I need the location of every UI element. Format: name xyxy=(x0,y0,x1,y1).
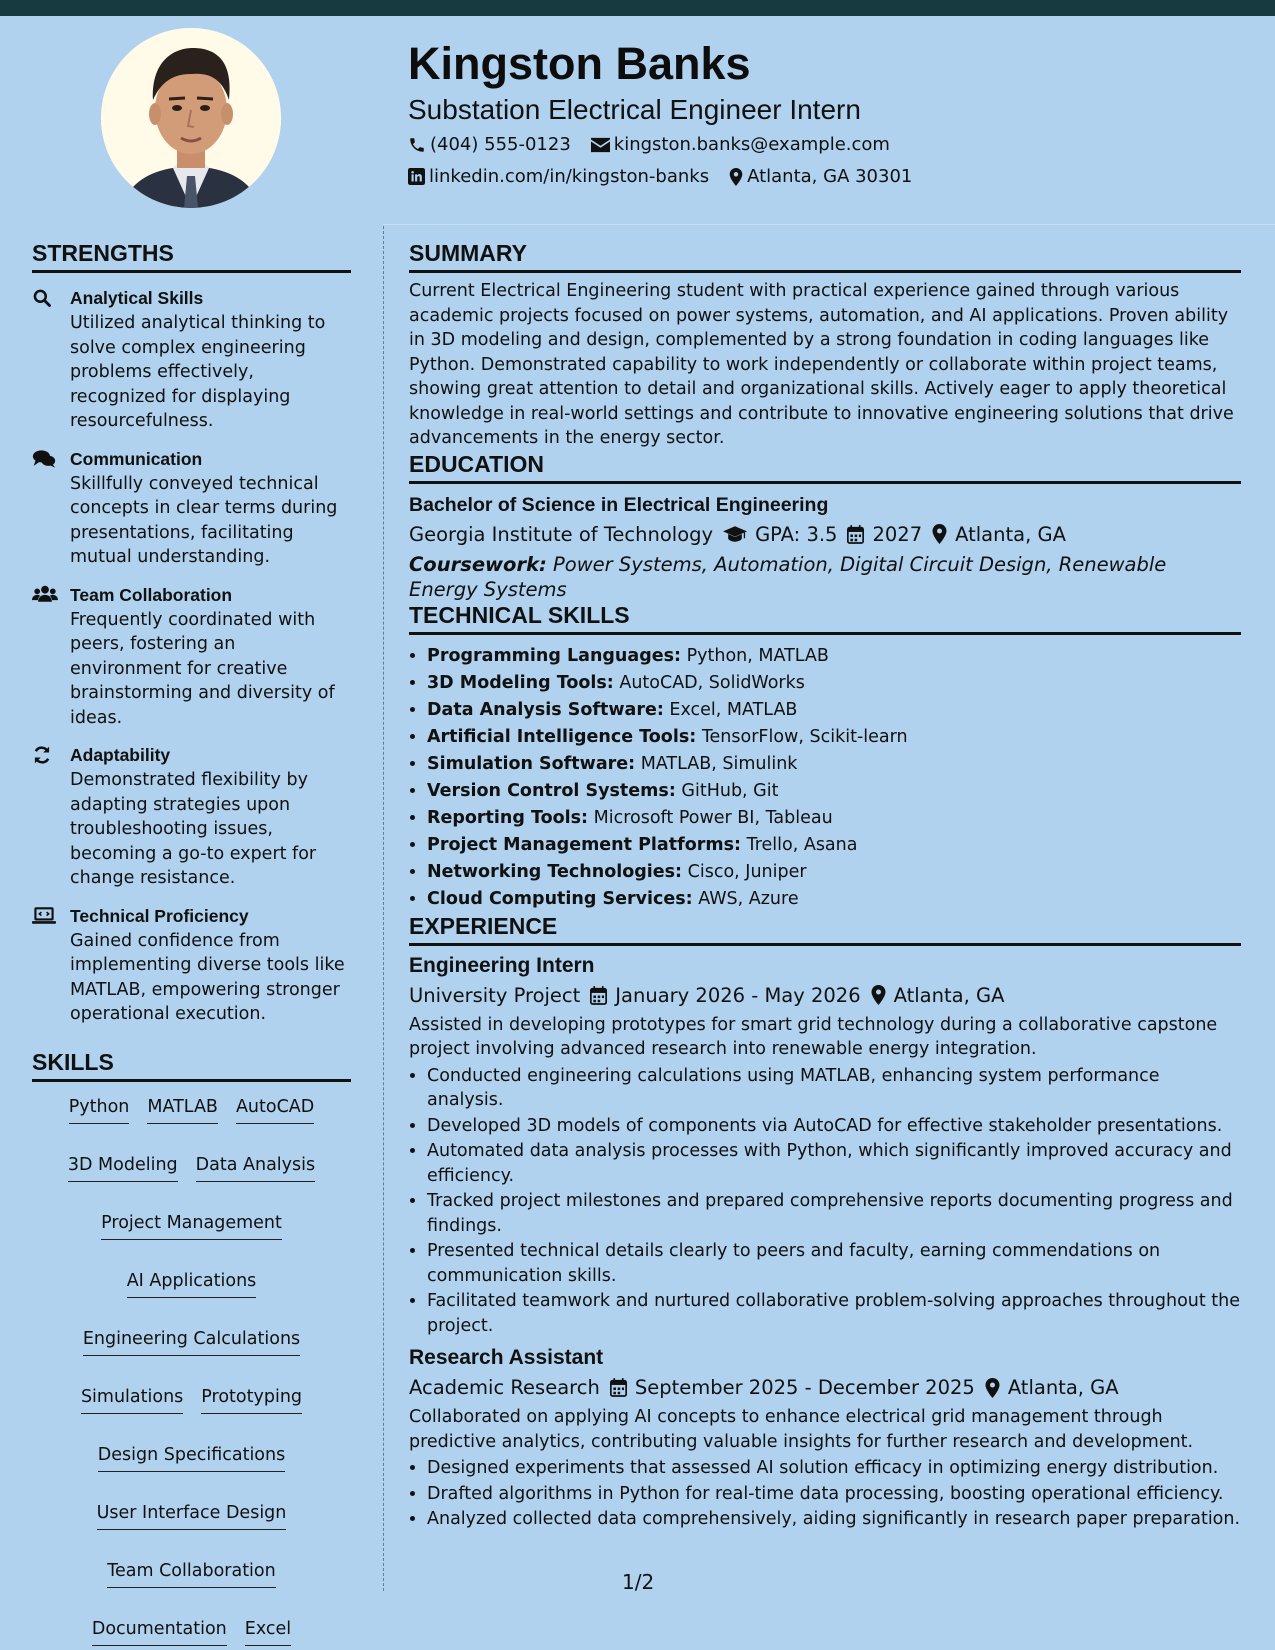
job-meta xyxy=(409,1376,1241,1399)
degree-title: Bachelor of Science in Electrical Engineering xyxy=(409,493,829,516)
job-role: Research Assistant xyxy=(409,1346,604,1369)
strength-description: Skillfully conveyed technical concepts in clear terms during presentations, facilitating mutual understanding. xyxy=(70,473,338,567)
location-contact xyxy=(729,166,912,187)
candidate-name: Kingston Banks xyxy=(408,38,751,89)
job-bullets xyxy=(409,1456,1241,1532)
job-summary: Collaborated on applying AI concepts to enhance electrical grid management through predictive analytics, contributing valuable insights for further research and development. xyxy=(409,1407,1194,1452)
list-item: • Tracked project milestones and prepared comprehensive reports documenting progress and findings. xyxy=(427,1189,1241,1238)
school-name: Georgia Institute of Technology xyxy=(409,522,714,546)
education-meta xyxy=(409,523,1241,546)
list-item: • Artificial Intelligence Tools: TensorFlow, Scikit-learn xyxy=(427,724,1241,751)
calendar-icon xyxy=(610,1378,627,1397)
list-item: • Project Management Platforms: Trello, Asana xyxy=(427,832,1241,859)
skills-heading: SKILLS xyxy=(32,1049,351,1082)
strengths-heading: STRENGTHS xyxy=(32,240,351,273)
map-marker-icon xyxy=(985,1378,1000,1398)
map-marker-icon xyxy=(871,985,886,1005)
list-item: • Cloud Computing Services: AWS, Azure xyxy=(427,886,1241,913)
strength-item xyxy=(32,743,351,891)
top-bar xyxy=(0,0,1275,16)
strength-item xyxy=(32,904,351,1027)
list-item: • Version Control Systems: GitHub, Git xyxy=(427,778,1241,805)
list-item: • Analyzed collected data comprehensively, aiding significantly in research paper preparation. xyxy=(427,1507,1241,1532)
skills-tag-cloud xyxy=(32,1094,351,1646)
email-contact[interactable] xyxy=(591,134,890,155)
strength-item xyxy=(32,447,351,570)
laptop-code-icon xyxy=(32,906,56,926)
skill-tag: Python xyxy=(69,1094,130,1124)
strength-description: Gained confidence from implementing diverse tools like MATLAB, empowering stronger operational execution. xyxy=(70,930,345,1024)
job-location: Atlanta, GA xyxy=(893,983,1005,1007)
list-item: • Programming Languages: Python, MATLAB xyxy=(427,643,1241,670)
strength-item xyxy=(32,286,351,434)
skill-tag: AI Applications xyxy=(127,1268,257,1298)
summary-heading: SUMMARY xyxy=(409,240,1241,273)
job-org: Academic Research xyxy=(409,1376,600,1399)
search-icon xyxy=(32,288,52,308)
job-bullets xyxy=(409,1064,1241,1339)
skill-tag: Prototyping xyxy=(201,1384,302,1414)
education-heading: EDUCATION xyxy=(409,451,1241,484)
map-marker-icon xyxy=(729,168,743,186)
list-item: • Simulation Software: MATLAB, Simulink xyxy=(427,751,1241,778)
skill-tag: Simulations xyxy=(81,1384,183,1414)
list-item: • Designed experiments that assessed AI solution efficacy in optimizing energy distribution. xyxy=(427,1456,1241,1481)
strength-title: Technical Proficiency xyxy=(70,905,249,926)
skill-tag: Engineering Calculations xyxy=(83,1326,300,1356)
skill-tag: Design Specifications xyxy=(98,1442,285,1472)
list-item: • Conducted engineering calculations using MATLAB, enhancing system performance analysis. xyxy=(427,1064,1241,1113)
contact-row-1 xyxy=(408,134,910,155)
email-text: kingston.banks@example.com xyxy=(613,134,890,155)
coursework-list: Power Systems, Automation, Digital Circuit Design, Renewable Energy Systems xyxy=(409,552,1167,601)
list-item: • Drafted algorithms in Python for real-time data processing, boosting operational efficiency. xyxy=(427,1482,1241,1507)
skill-tag: Documentation xyxy=(92,1616,227,1646)
candidate-title: Substation Electrical Engineer Intern xyxy=(408,94,861,125)
education-location: Atlanta, GA xyxy=(955,522,1066,546)
list-item: • 3D Modeling Tools: AutoCAD, SolidWorks xyxy=(427,670,1241,697)
list-item: • Automated data analysis processes with Python, which significantly improved accuracy and efficiency. xyxy=(427,1139,1241,1188)
strength-title: Communication xyxy=(70,448,203,469)
strength-title: Analytical Skills xyxy=(70,288,204,308)
job-org: University Project xyxy=(409,983,581,1007)
phone-icon xyxy=(408,136,426,154)
skill-tag: Excel xyxy=(245,1616,291,1646)
coursework xyxy=(409,552,1241,602)
right-column xyxy=(409,240,1241,1533)
job-meta xyxy=(409,984,1241,1007)
list-item: • Networking Technologies: Cisco, Juniper xyxy=(427,859,1241,886)
skill-tag: Project Management xyxy=(101,1210,282,1240)
skill-tag: Data Analysis xyxy=(196,1152,315,1182)
technical-skills-heading: TECHNICAL SKILLS xyxy=(409,602,1241,635)
summary-text: Current Electrical Engineering student with practical experience gained through various academic projects focused on power systems, automation, and AI applications. Proven ability in 3D modeling and design, complemented by a strong foundation in coding languages like Python. Demonstrated capability to work independently or collaborate within project teams, showing great attention to detail and organizational skills. Actively eager to apply theoretical knowledge in real-world settings and contribute to innovative engineering solutions that drive advancements in the energy sector. xyxy=(409,281,1234,448)
list-item: • Facilitated teamwork and nurtured collaborative problem-solving approaches throughout the project. xyxy=(427,1289,1241,1338)
list-item: • Presented technical details clearly to peers and faculty, earning commendations on communication skills. xyxy=(427,1239,1241,1288)
column-divider xyxy=(383,226,384,1591)
job-dates: January 2026 - May 2026 xyxy=(615,983,861,1007)
skill-tag: MATLAB xyxy=(147,1094,218,1124)
skill-tag: AutoCAD xyxy=(236,1094,314,1124)
comments-icon xyxy=(32,449,56,469)
graduation-year: 2027 xyxy=(872,522,923,546)
job-location: Atlanta, GA xyxy=(1007,1376,1119,1399)
users-icon xyxy=(32,585,58,603)
job-summary: Assisted in developing prototypes for smart grid technology during a collaborative capstone project involving advanced research into renewable energy integration. xyxy=(409,1014,1218,1059)
strength-description: Demonstrated flexibility by adapting strategies upon troubleshooting issues, becoming a go-to expert for change resistance. xyxy=(70,770,317,888)
job-dates: September 2025 - December 2025 xyxy=(634,1376,975,1399)
contact-row-2 xyxy=(408,166,932,187)
location-text: Atlanta, GA 30301 xyxy=(747,166,913,187)
linkedin-icon xyxy=(408,168,425,185)
left-column xyxy=(32,240,351,1646)
page-number: 1/2 xyxy=(622,1570,655,1594)
experience-heading: EXPERIENCE xyxy=(409,913,1241,946)
map-marker-icon xyxy=(932,524,947,544)
linkedin-contact[interactable] xyxy=(408,166,709,187)
graduation-cap-icon xyxy=(723,525,747,543)
profile-photo xyxy=(101,28,281,208)
skill-tag: Team Collaboration xyxy=(107,1558,275,1588)
list-item: • Developed 3D models of components via AutoCAD for effective stakeholder presentations. xyxy=(427,1114,1241,1139)
list-item: • Data Analysis Software: Excel, MATLAB xyxy=(427,697,1241,724)
header-separator xyxy=(383,224,1275,225)
strength-item xyxy=(32,583,351,731)
strength-title: Adaptability xyxy=(70,745,171,765)
strength-description: Frequently coordinated with peers, fostering an environment for creative brainstorming and diversity of ideas. xyxy=(70,609,335,728)
phone-contact xyxy=(408,134,571,155)
linkedin-text: linkedin.com/in/kingston-banks xyxy=(429,166,710,187)
skill-tag: 3D Modeling xyxy=(68,1152,178,1182)
list-item: • Reporting Tools: Microsoft Power BI, Tableau xyxy=(427,805,1241,832)
envelope-icon xyxy=(591,137,610,153)
calendar-icon xyxy=(847,525,864,544)
strength-description: Utilized analytical thinking to solve complex engineering problems effectively, recognized for displaying resourcefulness. xyxy=(70,313,326,431)
gpa-text: GPA: 3.5 xyxy=(755,522,838,546)
phone-text: (404) 555-0123 xyxy=(430,134,571,155)
strength-title: Team Collaboration xyxy=(70,584,233,605)
calendar-icon xyxy=(590,986,607,1005)
coursework-label: Coursework: xyxy=(409,552,547,576)
skill-tag: User Interface Design xyxy=(97,1500,287,1530)
sync-icon xyxy=(32,745,52,765)
job-role: Engineering Intern xyxy=(409,953,595,977)
technical-skills-list xyxy=(409,643,1241,913)
